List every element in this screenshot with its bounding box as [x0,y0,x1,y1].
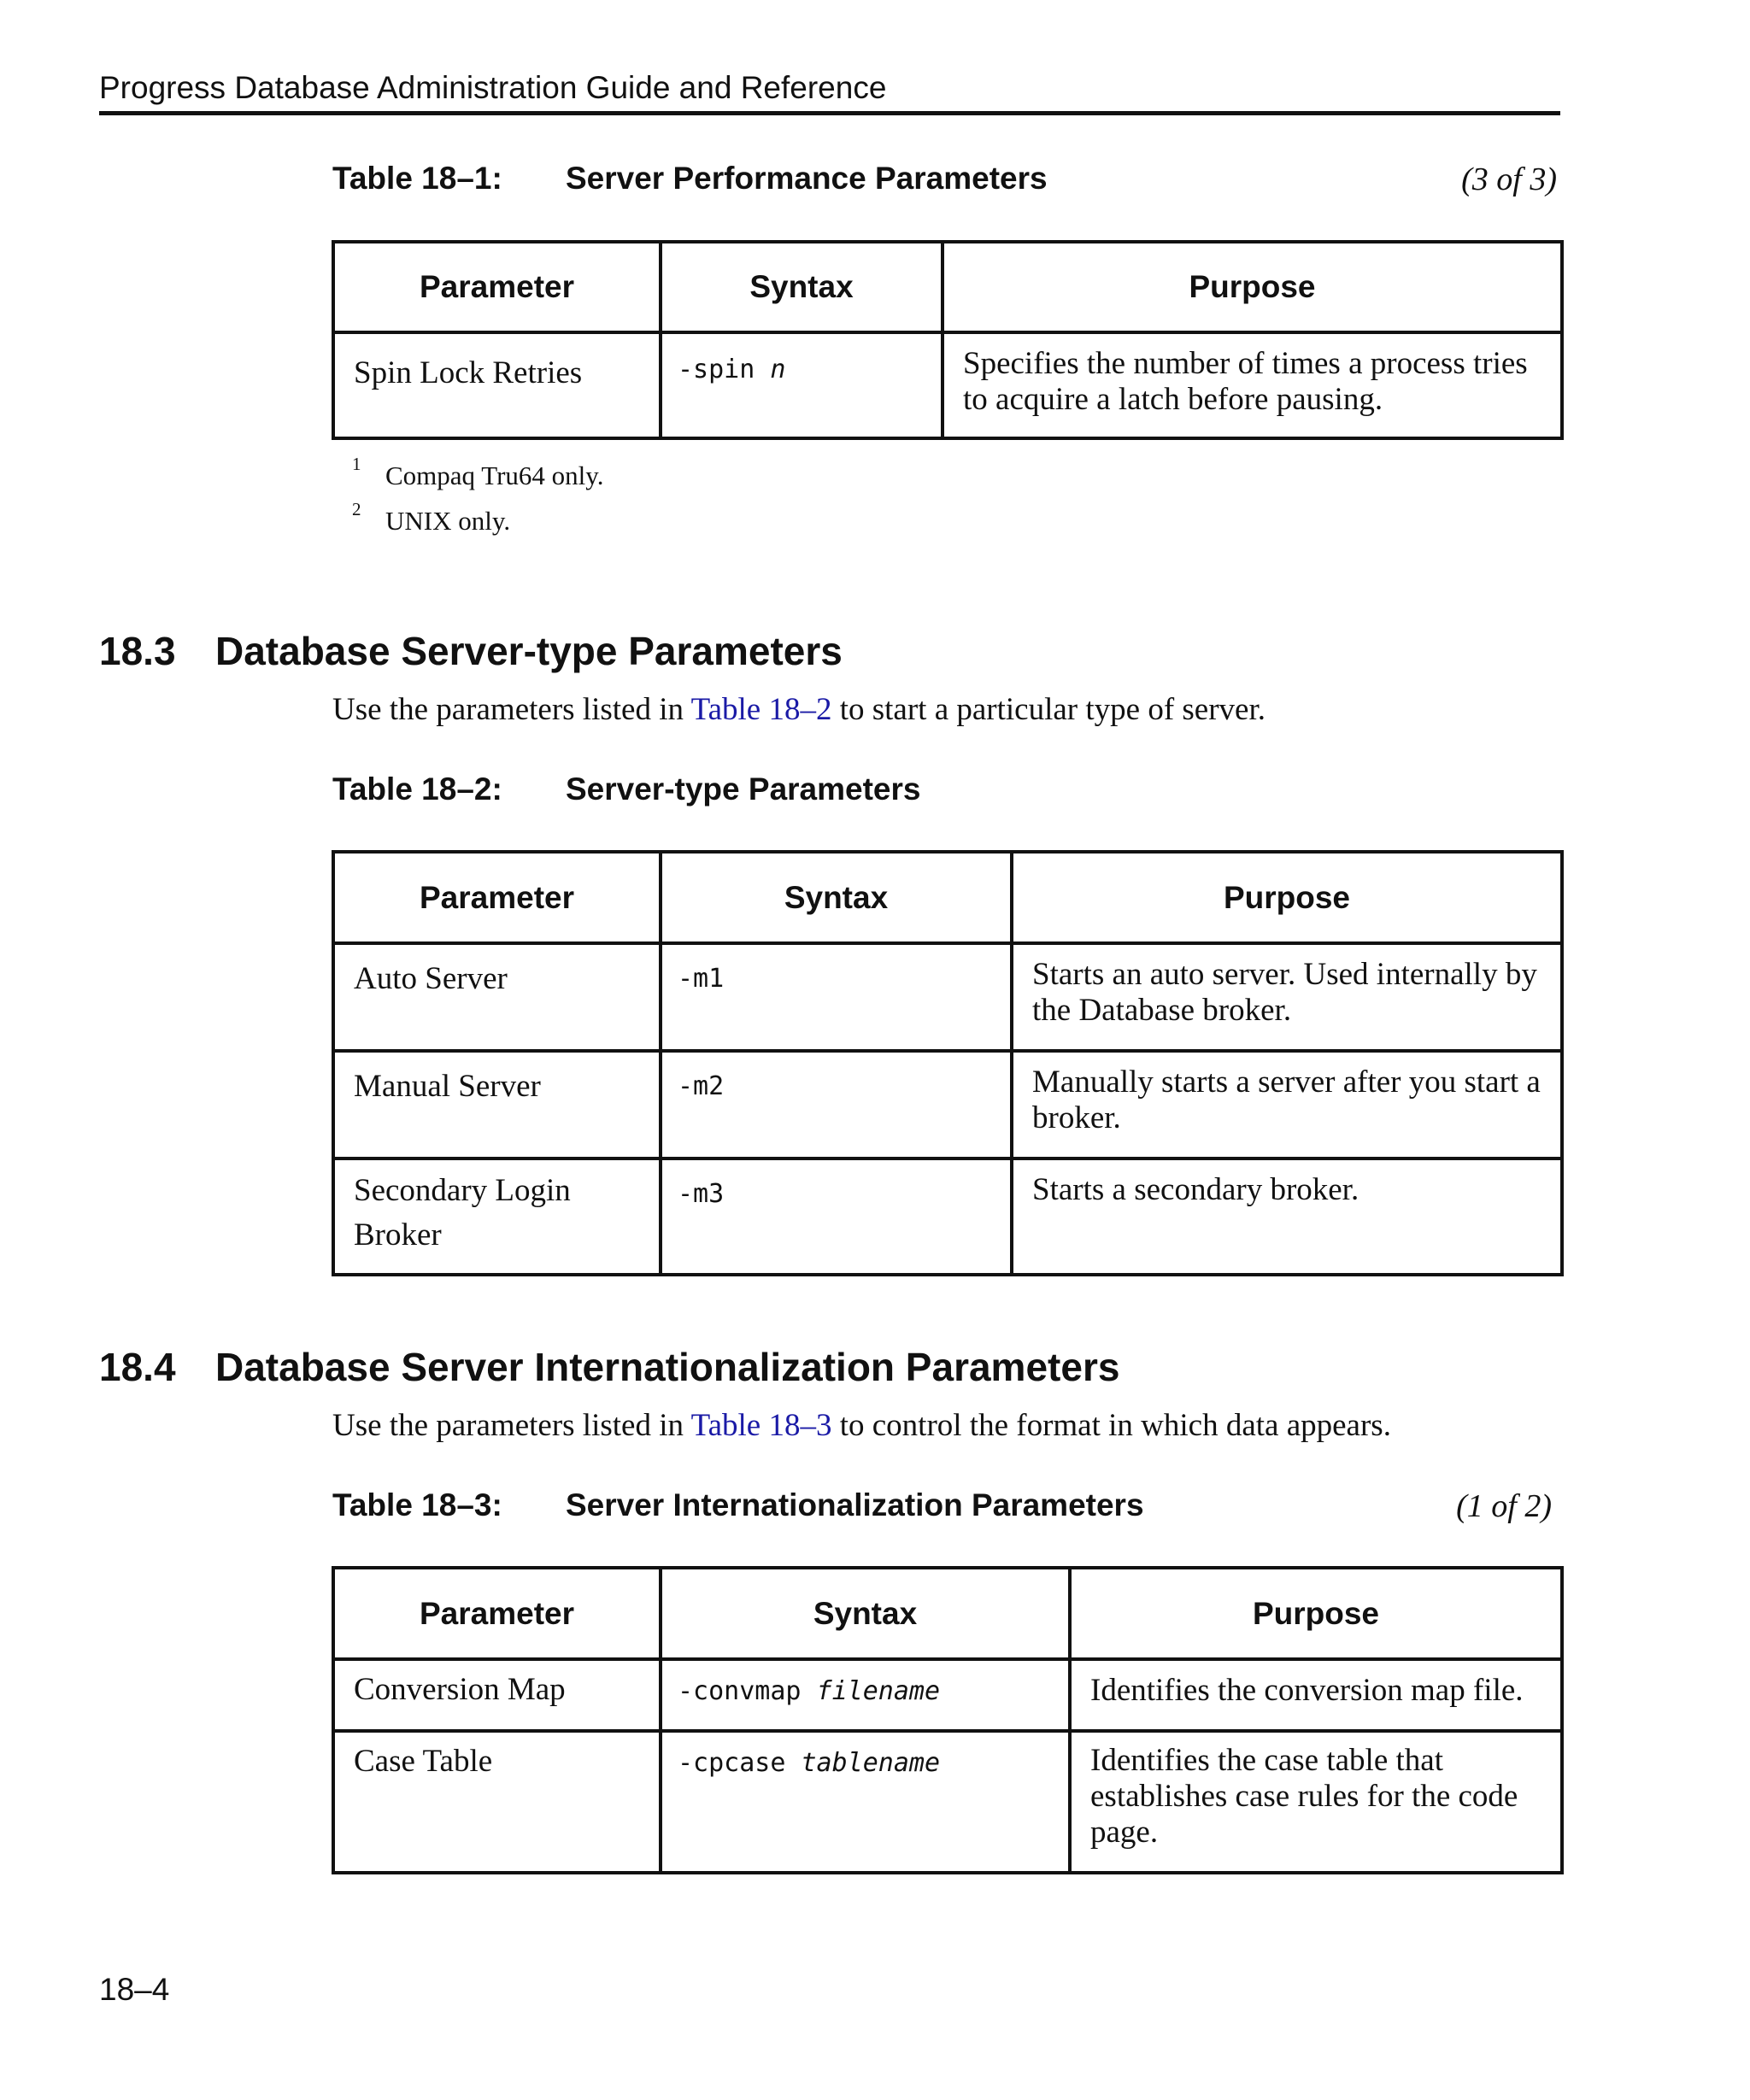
intro-text: to control the format in which data appears. [831,1408,1391,1443]
table3-caption [332,1487,1144,1526]
table-row [333,1731,1562,1873]
syntax-cell [661,1731,1070,1873]
table1 [332,240,1564,440]
table2-title: Server-type Parameters [566,771,921,807]
table3 [332,1566,1564,1874]
table1-header-row [333,242,1562,332]
table-row [333,332,1562,438]
syntax-argument: filename [816,1676,941,1706]
section-heading-18-4 [99,1344,1295,1392]
syntax-cell [661,1659,1070,1731]
table1-continuation: (3 of 3) [1461,161,1557,197]
param-cell: Case Table [333,1731,661,1873]
table2-number: Table 18–2: [332,771,502,807]
syntax-command: -spin [678,355,755,384]
syntax-cell: -m2 [661,1051,1012,1159]
page-number: 18–4 [99,1972,170,2007]
syntax-argument: n [770,355,786,384]
table3-number: Table 18–3: [332,1487,502,1522]
table1-caption [332,161,1101,199]
header-rule [99,111,1560,115]
table-row [333,1051,1562,1159]
syntax-cell [661,332,943,438]
syntax-command: -cpcase [678,1748,786,1778]
section-number: 18.4 [99,1345,176,1389]
table-18-2-link[interactable]: Table 18–2 [690,692,832,727]
syntax-cell: -m1 [661,943,1012,1051]
column-header-purpose: Purpose [1070,1568,1562,1659]
table2-caption [332,771,1101,810]
table2 [332,850,1564,1276]
param-cell: Spin Lock Retries [333,332,661,438]
table1-number: Table 18–1: [332,161,502,196]
section-18-3-intro [332,691,1266,728]
syntax-cell: -m3 [661,1159,1012,1275]
table3-continuation: (1 of 2) [1456,1488,1552,1524]
param-cell: Manual Server [333,1051,661,1159]
table-row [333,1159,1562,1275]
footnote-mark: 2 [352,499,361,519]
param-cell: Secondary Login Broker [333,1159,661,1275]
table1-title: Server Performance Parameters [566,161,1048,196]
purpose-cell: Identifies the conversion map file. [1070,1659,1562,1731]
running-header: Progress Database Administration Guide and Reference [99,70,887,105]
intro-text: Use the parameters listed in [332,692,691,727]
column-header-syntax: Syntax [661,242,943,332]
purpose-cell: Starts an auto server. Used internally by the Database broker. [1012,943,1562,1051]
table2-header-row [333,852,1562,943]
column-header-syntax: Syntax [661,1568,1070,1659]
footnote-1 [352,454,694,495]
section-title: Database Server Internationalization Parameters [215,1345,1120,1389]
footnote-2 [352,499,694,540]
table-row [333,1659,1562,1731]
purpose-cell: Starts a secondary broker. [1012,1159,1562,1275]
column-header-purpose: Purpose [943,242,1562,332]
section-heading-18-3 [99,628,1039,676]
section-number: 18.3 [99,629,176,673]
footnote-text: Compaq Tru64 only. [385,460,604,490]
section-18-4-intro [332,1407,1391,1444]
column-header-parameter: Parameter [333,1568,661,1659]
param-cell: Conversion Map [333,1659,661,1731]
column-header-parameter: Parameter [333,852,661,943]
table-18-3-link[interactable]: Table 18–3 [690,1408,832,1443]
purpose-cell: Manually starts a server after you start a broker. [1012,1051,1562,1159]
syntax-argument: tablename [801,1748,941,1778]
intro-text: to start a particular type of server. [831,692,1266,727]
table-row [333,943,1562,1051]
purpose-cell: Identifies the case table that establishes case rules for the code page. [1070,1731,1562,1873]
table3-title: Server Internationalization Parameters [566,1487,1144,1522]
purpose-cell: Specifies the number of times a process tries to acquire a latch before pausing. [943,332,1562,438]
footnote-text: UNIX only. [385,506,511,536]
section-title: Database Server-type Parameters [215,629,843,673]
syntax-command: -convmap [678,1676,802,1706]
footnote-mark: 1 [352,454,361,474]
table3-header-row [333,1568,1562,1659]
intro-text: Use the parameters listed in [332,1408,691,1443]
param-cell: Auto Server [333,943,661,1051]
column-header-parameter: Parameter [333,242,661,332]
column-header-syntax: Syntax [661,852,1012,943]
column-header-purpose: Purpose [1012,852,1562,943]
